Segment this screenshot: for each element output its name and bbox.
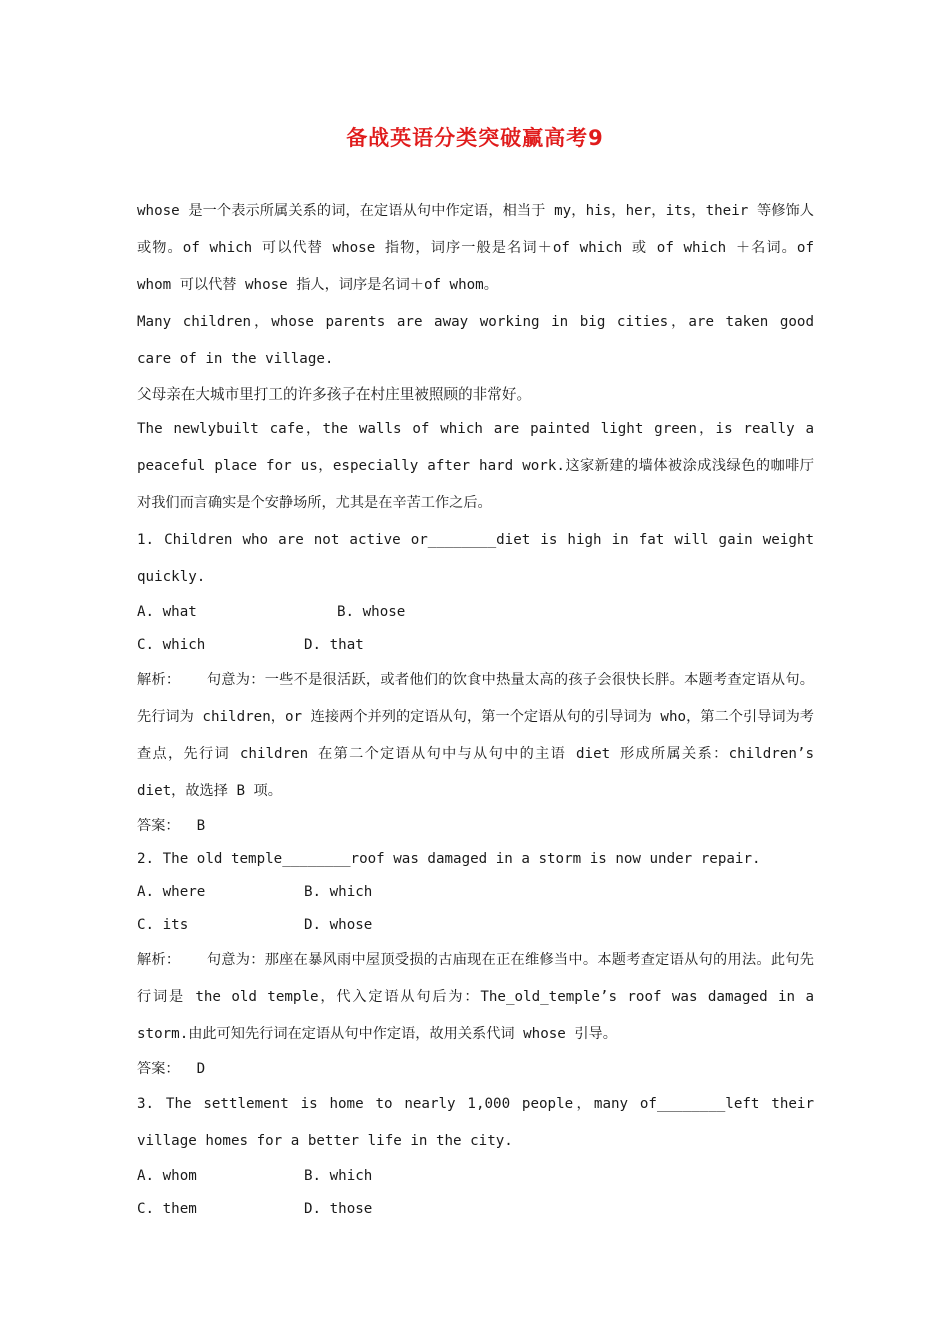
- analysis: [137, 662, 814, 810]
- example-1-english: Many children，whose parents are away working in big cities，are taken good care of in the village.: [137, 314, 814, 367]
- option-d: D. that: [304, 637, 364, 653]
- options-row-1: [137, 596, 814, 629]
- question-1: [137, 522, 814, 843]
- option-b: B. which: [304, 1168, 373, 1184]
- analysis-label: 解析：: [137, 952, 181, 968]
- option-b: B. whose: [337, 604, 406, 620]
- option-a: A. what: [137, 604, 197, 620]
- question-2: [137, 843, 814, 1086]
- options-row-1: [137, 876, 814, 909]
- option-c: C. its: [137, 917, 189, 933]
- option-d: D. those: [304, 1201, 373, 1217]
- option-a: A. whom: [137, 1168, 197, 1184]
- analysis-label: 解析：: [137, 672, 181, 688]
- intro-explanation: whose 是一个表示所属关系的词，在定语从句中作定语，相当于 my，his，her，its，their 等修饰人或物。of which 可以代替 whose 指物，词序一般是名词＋of which 或 of which ＋名词。of whom 可以代替 whose 指人，词序是名词＋of whom。: [137, 203, 814, 293]
- answer-label: 答案：: [137, 1061, 180, 1077]
- question-stem: 1. Children who are not active or________diet is high in fat will gain weight quickly.: [137, 532, 814, 585]
- analysis: [137, 942, 814, 1053]
- question-stem: 3. The settlement is home to nearly 1,000 people，many of________left their village homes for a better life in the city.: [137, 1096, 814, 1149]
- options-row-2: [137, 1193, 814, 1226]
- option-d: D. whose: [304, 917, 373, 933]
- document-body: [137, 193, 814, 1226]
- analysis-text: 句意为：那座在暴风雨中屋顶受损的古庙现在正在维修当中。本题考查定语从句的用法。此句先行词是 the old temple，代入定语从句后为：The_old_temple’s roof was damaged in a storm.由此可知先行词在定语从句中作定语，故用关系代词 whose 引导。: [137, 952, 814, 1042]
- options-row-2: [137, 909, 814, 942]
- answer-value: D: [196, 1061, 206, 1077]
- options-row-1: [137, 1160, 814, 1193]
- answer: [137, 1053, 814, 1086]
- answer-value: B: [196, 818, 206, 834]
- option-b: B. which: [304, 884, 373, 900]
- answer-label: 答案：: [137, 818, 180, 834]
- example-2: The newlybuilt cafe，the walls of which are painted light green，is really a peaceful place for us，especially after hard work.这家新建的墙体被涂成浅绿色的咖啡厅对我们而言确实是个安静场所，尤其是在辛苦工作之后。: [137, 421, 814, 511]
- analysis-text: 句意为：一些不是很活跃，或者他们的饮食中热量太高的孩子会很快长胖。本题考查定语从句。先行词为 children，or 连接两个并列的定语从句，第一个定语从句的引导词为 who，第二个引导词为考查点，先行词 children 在第二个定语从句中与从句中的主语 diet 形成所属关系：children’s diet，故选择 B 项。: [137, 672, 814, 799]
- example-1-chinese: 父母亲在大城市里打工的许多孩子在村庄里被照顾的非常好。: [137, 386, 532, 403]
- options-row-2: [137, 629, 814, 662]
- option-c: C. them: [137, 1201, 197, 1217]
- option-c: C. which: [137, 637, 206, 653]
- option-a: A. where: [137, 884, 206, 900]
- answer: [137, 810, 814, 843]
- page-title: 备战英语分类突破赢高考9: [346, 126, 604, 150]
- question-stem: 2. The old temple________roof was damaged in a storm is now under repair.: [137, 851, 761, 867]
- question-3: [137, 1086, 814, 1226]
